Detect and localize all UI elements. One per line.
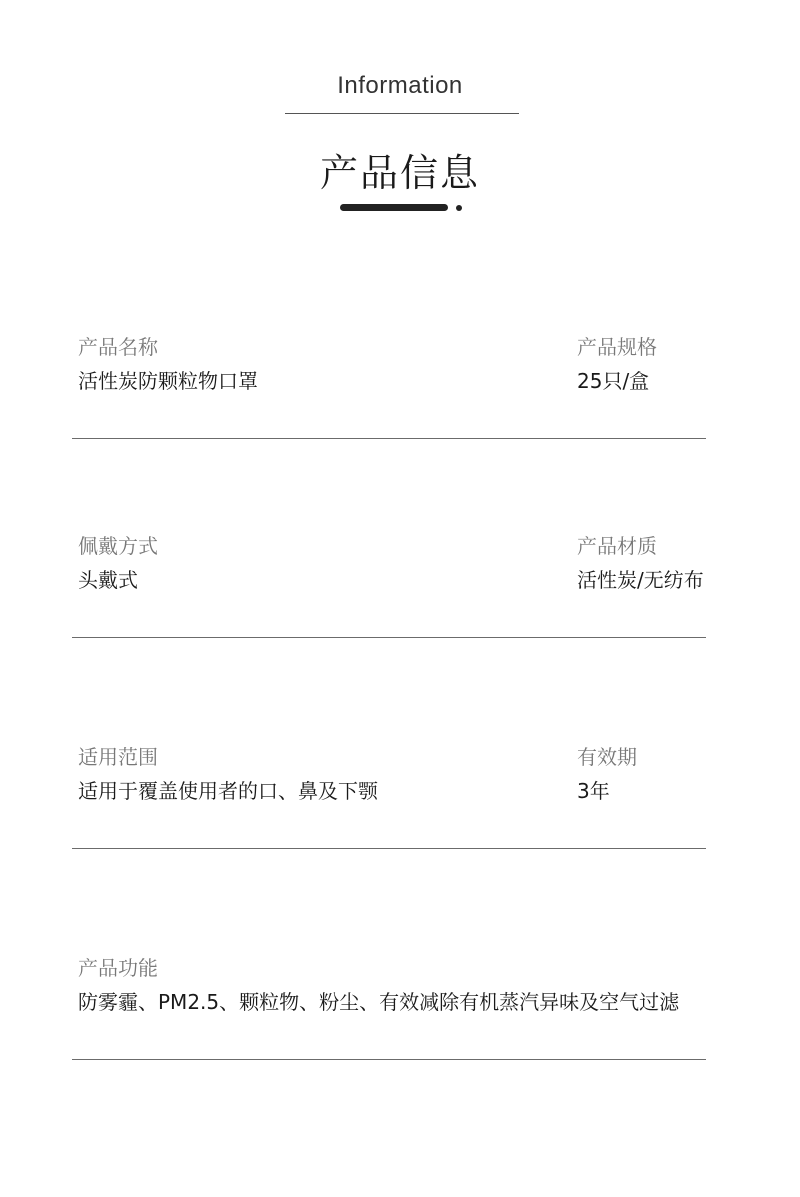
- scope-value: 适用于覆盖使用者的口、鼻及下颚: [78, 779, 378, 803]
- title-decoration-dot: [456, 205, 462, 211]
- row-divider: [72, 1059, 706, 1060]
- section-subtitle: Information: [337, 72, 463, 99]
- function-label: 产品功能: [78, 956, 158, 980]
- product-name-value: 活性炭防颗粒物口罩: [78, 369, 258, 393]
- page-title: 产品信息: [319, 151, 480, 195]
- product-spec-value: 25只/盒: [577, 369, 650, 393]
- validity-label: 有效期: [577, 745, 637, 769]
- product-name-label: 产品名称: [78, 335, 158, 359]
- material-label: 产品材质: [577, 534, 657, 558]
- wear-method-value: 头戴式: [78, 568, 138, 592]
- material-value: 活性炭/无纺布: [577, 568, 704, 592]
- subtitle-underline: [285, 113, 519, 114]
- row-divider: [72, 848, 706, 849]
- row-divider: [72, 637, 706, 638]
- function-value: 防雾霾、PM2.5、颗粒物、粉尘、有效减除有机蒸汽异味及空气过滤: [78, 990, 680, 1014]
- validity-value: 3年: [577, 779, 610, 803]
- scope-label: 适用范围: [78, 745, 158, 769]
- row-divider: [72, 438, 706, 439]
- product-spec-label: 产品规格: [577, 335, 657, 359]
- title-decoration-bar: [340, 204, 448, 211]
- wear-method-label: 佩戴方式: [78, 534, 158, 558]
